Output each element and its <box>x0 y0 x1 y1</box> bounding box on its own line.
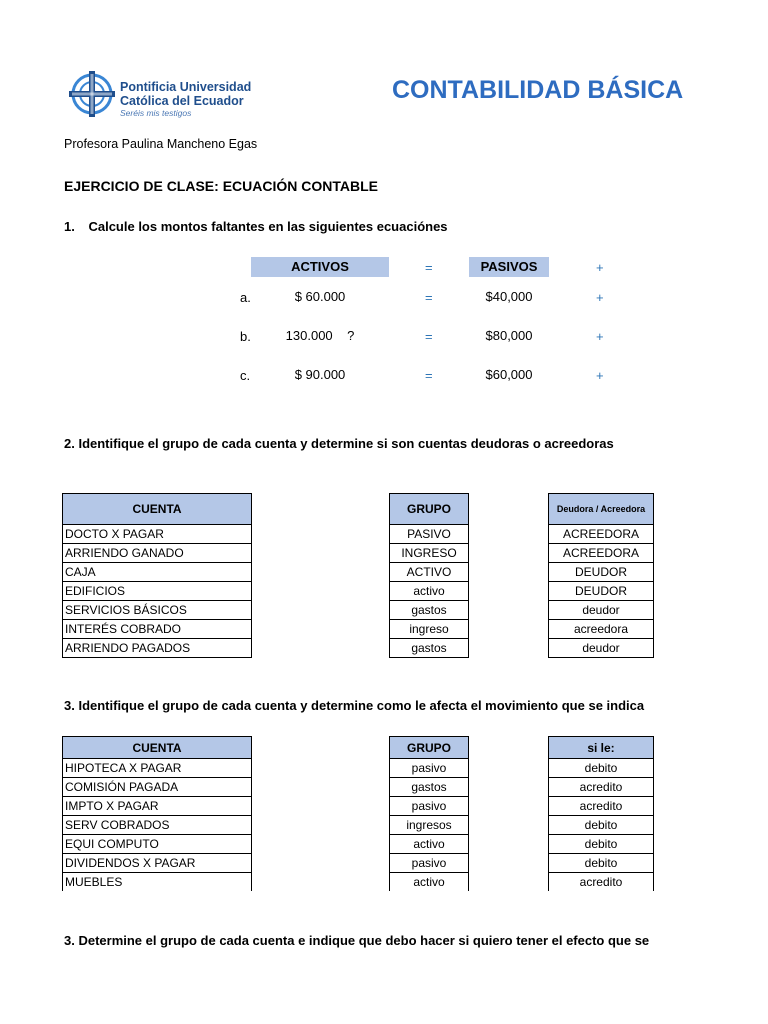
grupo-cell: activo <box>390 835 469 854</box>
cuenta-header: CUENTA <box>63 737 252 759</box>
cuenta-cell: EDIFICIOS <box>63 582 252 601</box>
cuenta-cell: SERVICIOS BÁSICOS <box>63 601 252 620</box>
sile-cell: acredito <box>549 778 654 797</box>
activos-header: ACTIVOS <box>251 257 389 277</box>
section2-grupo-table <box>389 493 469 658</box>
activos-value: $ 60.000 <box>294 289 346 304</box>
plus-sign: + <box>596 260 604 275</box>
cuenta-header: CUENTA <box>63 494 252 525</box>
grupo-cell: ACTIVO <box>390 563 469 582</box>
grupo-cell: activo <box>390 582 469 601</box>
grupo-header: GRUPO <box>390 737 469 759</box>
section4-question: 3. Determine el grupo de cada cuenta e indique que debo hacer si quiero tener el efecto que se <box>64 933 650 948</box>
cuenta-cell: ARRIENDO PAGADOS <box>63 639 252 658</box>
sile-cell: debito <box>549 854 654 873</box>
equals-sign: = <box>425 329 433 344</box>
section2-tipo-table <box>548 493 654 658</box>
row-label: c. <box>240 368 251 383</box>
tipo-cell: acreedora <box>549 620 654 639</box>
equals-sign: = <box>425 368 433 383</box>
section3-sile-table <box>548 736 654 891</box>
sile-cell: debito <box>549 816 654 835</box>
activos-value: $ 90.000 <box>294 367 346 382</box>
cuenta-cell: SERV COBRADOS <box>63 816 252 835</box>
section1-number: 1. <box>64 219 75 234</box>
grupo-cell: gastos <box>390 639 469 658</box>
cuenta-cell: IMPTO X PAGAR <box>63 797 252 816</box>
logo-motto: Seréis mis testigos <box>120 108 192 118</box>
grupo-cell: pasivo <box>390 854 469 873</box>
logo-line-2: Católica del Ecuador <box>120 94 244 108</box>
grupo-cell: pasivo <box>390 759 469 778</box>
cuenta-cell: HIPOTECA X PAGAR <box>63 759 252 778</box>
university-logo <box>68 70 268 120</box>
pasivos-value: $60,000 <box>485 367 533 382</box>
pasivos-header: PASIVOS <box>469 257 549 277</box>
row-label: b. <box>240 329 251 344</box>
plus-sign: + <box>596 329 604 344</box>
tipo-cell: DEUDOR <box>549 582 654 601</box>
tipo-cell: deudor <box>549 639 654 658</box>
page-title: CONTABILIDAD BÁSICA <box>392 76 684 104</box>
tipo-cell: deudor <box>549 601 654 620</box>
equals-sign: = <box>425 260 433 275</box>
grupo-cell: PASIVO <box>390 525 469 544</box>
pasivos-value: $40,000 <box>485 289 533 304</box>
section2-cuenta-table <box>62 493 252 658</box>
cuenta-cell: INTERÉS COBRADO <box>63 620 252 639</box>
cuenta-cell: DIVIDENDOS X PAGAR <box>63 854 252 873</box>
grupo-cell: ingresos <box>390 816 469 835</box>
cuenta-cell: MUEBLES <box>63 873 252 892</box>
grupo-cell: ingreso <box>390 620 469 639</box>
cuenta-cell: COMISIÓN PAGADA <box>63 778 252 797</box>
cuenta-cell: EQUI COMPUTO <box>63 835 252 854</box>
sile-cell: acredito <box>549 873 654 892</box>
grupo-cell: gastos <box>390 778 469 797</box>
cross-emblem-icon <box>68 70 118 118</box>
sile-header: si le: <box>549 737 654 759</box>
grupo-cell: pasivo <box>390 797 469 816</box>
tipo-cell: ACREEDORA <box>549 525 654 544</box>
section1-question <box>64 219 448 234</box>
section2-question: 2. Identifique el grupo de cada cuenta y determine si son cuentas deudoras o acreedoras <box>64 436 614 451</box>
cuenta-cell: DOCTO X PAGAR <box>63 525 252 544</box>
grupo-cell: INGRESO <box>390 544 469 563</box>
logo-line-1: Pontificia Universidad <box>120 80 252 94</box>
professor-name: Profesora Paulina Mancheno Egas <box>64 137 258 151</box>
tipo-cell: ACREEDORA <box>549 544 654 563</box>
tipo-header: Deudora / Acreedora <box>549 494 654 525</box>
row-label: a. <box>240 290 251 305</box>
section3-cuenta-table <box>62 736 252 891</box>
section3-question: 3. Identifique el grupo de cada cuenta y determine como le afecta el movimiento que se indica <box>64 698 645 713</box>
sile-cell: acredito <box>549 797 654 816</box>
sile-cell: debito <box>549 835 654 854</box>
section1-text: Calcule los montos faltantes en las siguientes ecuaciónes <box>88 219 448 234</box>
grupo-header: GRUPO <box>390 494 469 525</box>
pasivos-value: $80,000 <box>485 328 533 343</box>
section3-grupo-table <box>389 736 469 891</box>
cuenta-cell: CAJA <box>63 563 252 582</box>
grupo-cell: gastos <box>390 601 469 620</box>
plus-sign: + <box>596 368 604 383</box>
plus-sign: + <box>596 290 604 305</box>
exercise-title: EJERCICIO DE CLASE: ECUACIÓN CONTABLE <box>64 178 378 194</box>
grupo-cell: activo <box>390 873 469 892</box>
activos-value: 130.000 ? <box>285 328 355 343</box>
cuenta-cell: ARRIENDO GANADO <box>63 544 252 563</box>
tipo-cell: DEUDOR <box>549 563 654 582</box>
sile-cell: debito <box>549 759 654 778</box>
equals-sign: = <box>425 290 433 305</box>
